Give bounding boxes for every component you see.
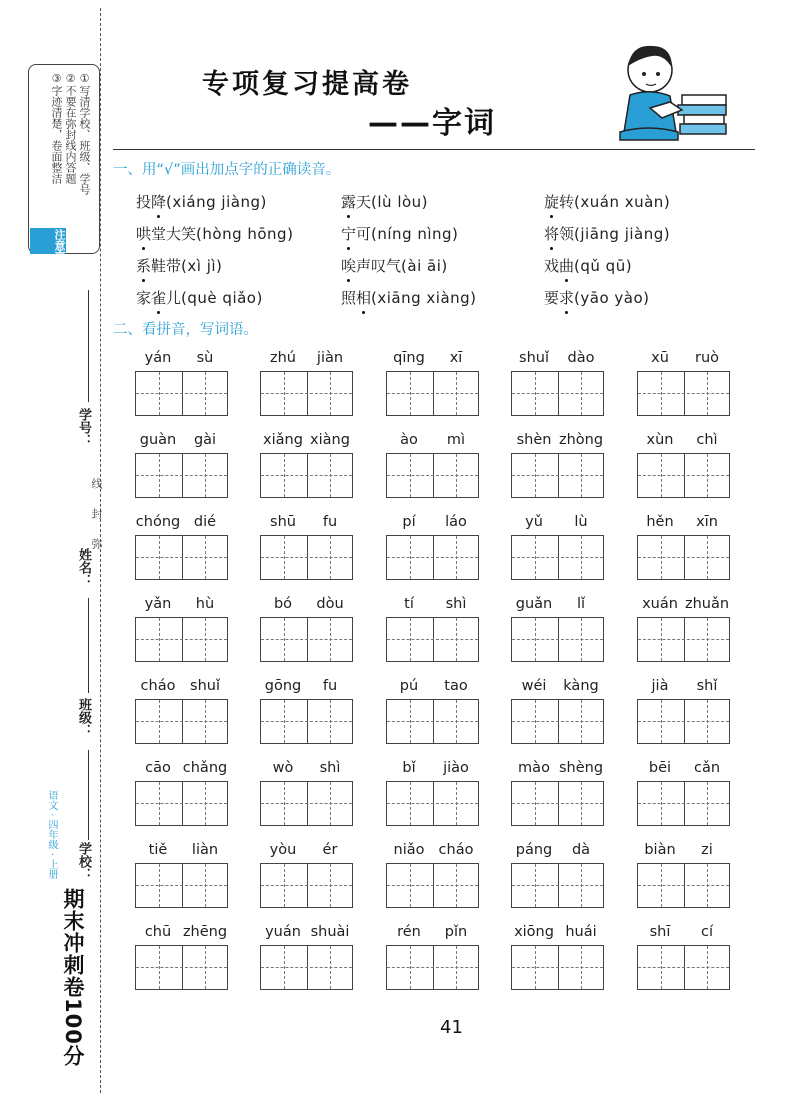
pinyin-syllable: dà <box>571 842 591 858</box>
character-writing-boxes[interactable] <box>511 371 604 416</box>
word-text-post: 转 <box>559 193 575 211</box>
pinyin-syllable: mì <box>446 432 466 448</box>
pinyin-syllable: cháo <box>438 842 474 858</box>
dotted-char: 系 <box>136 257 152 275</box>
pinyin-syllable: xū <box>651 350 669 366</box>
dotted-char: 雀 <box>151 289 167 307</box>
guide-line-horizontal <box>136 803 227 804</box>
pinyin-syllable: guǎn <box>515 596 553 612</box>
character-writing-boxes[interactable] <box>135 617 228 662</box>
pinyin-syllable: fu <box>322 678 338 694</box>
dotted-char: 唉 <box>341 257 357 275</box>
pinyin-label <box>637 924 732 944</box>
reading-item <box>341 191 428 212</box>
pinyin-syllable: shǐ <box>696 678 718 694</box>
pinyin-label <box>511 678 606 698</box>
character-writing-boxes[interactable] <box>511 945 604 990</box>
word-text-post: 领 <box>559 225 575 243</box>
boy-reading-illustration <box>612 40 732 145</box>
pinyin-syllable: ào <box>400 432 418 448</box>
pinyin-syllable: tiě <box>148 842 168 858</box>
pinyin-syllable: dào <box>567 350 595 366</box>
character-writing-boxes[interactable] <box>135 781 228 826</box>
pinyin-label <box>386 924 481 944</box>
character-writing-boxes[interactable] <box>260 863 353 908</box>
reading-item <box>341 255 448 276</box>
reading-item <box>136 223 293 244</box>
word-text-post: 天 <box>356 193 372 211</box>
reading-item <box>544 191 670 212</box>
pinyin-syllable: xī <box>449 350 463 366</box>
guide-line-horizontal <box>136 393 227 394</box>
pinyin-syllable: zhú <box>270 350 296 366</box>
pinyin-syllable: wò <box>272 760 294 776</box>
header-rule <box>113 149 755 150</box>
pinyin-options: (jiāng jiàng) <box>574 225 671 243</box>
page-title: 专项复习提高卷 <box>202 69 412 100</box>
pinyin-syllable: zhuǎn <box>684 596 730 612</box>
pinyin-label <box>260 842 355 862</box>
character-writing-boxes[interactable] <box>637 617 730 662</box>
dotted-char: 相 <box>356 289 372 307</box>
pinyin-syllable: dié <box>193 514 217 530</box>
pinyin-syllable: ér <box>322 842 338 858</box>
character-writing-boxes[interactable] <box>386 371 479 416</box>
pinyin-syllable: xiǎng <box>263 432 303 448</box>
pinyin-syllable: biàn <box>644 842 676 858</box>
reading-item <box>544 223 670 244</box>
pinyin-syllable: yán <box>144 350 172 366</box>
student-no-label: 学号： <box>76 408 91 447</box>
seal-word-line: 线 <box>90 478 103 489</box>
guide-line-horizontal <box>387 885 478 886</box>
class-label: 班级： <box>76 698 91 737</box>
pinyin-syllable: ruò <box>694 350 720 366</box>
pinyin-label <box>260 596 355 616</box>
character-writing-boxes[interactable] <box>637 781 730 826</box>
character-writing-boxes[interactable] <box>135 863 228 908</box>
guide-line-horizontal <box>261 885 352 886</box>
pinyin-syllable: bēi <box>648 760 672 776</box>
character-writing-boxes[interactable] <box>386 863 479 908</box>
guide-line-horizontal <box>261 803 352 804</box>
pinyin-options: (xiáng jiàng) <box>166 193 267 211</box>
guide-line-horizontal <box>638 803 729 804</box>
pinyin-syllable: pǐn <box>444 924 468 940</box>
character-writing-boxes[interactable] <box>637 863 730 908</box>
guide-line-horizontal <box>638 885 729 886</box>
word-text-pre: 投 <box>136 193 152 211</box>
pinyin-syllable: dòu <box>316 596 344 612</box>
pinyin-label <box>135 596 230 616</box>
pinyin-options: (níng nìng) <box>371 225 459 243</box>
pinyin-syllable: yuán <box>265 924 301 940</box>
pinyin-label <box>135 842 230 862</box>
guide-line-horizontal <box>512 803 603 804</box>
dotted-char: 求 <box>559 289 575 307</box>
guide-line-horizontal <box>387 557 478 558</box>
pinyin-options: (qǔ qū) <box>574 257 633 275</box>
word-text-pre: 戏 <box>544 257 560 275</box>
pinyin-syllable: zi <box>701 842 713 858</box>
word-text-post: 鞋带 <box>151 257 182 275</box>
pinyin-syllable: kàng <box>563 678 599 694</box>
character-writing-boxes[interactable] <box>386 945 479 990</box>
pinyin-label <box>511 760 606 780</box>
pinyin-syllable: jiào <box>443 760 469 776</box>
pinyin-syllable: yòu <box>269 842 297 858</box>
pinyin-label <box>511 924 606 944</box>
pinyin-label <box>260 350 355 370</box>
character-writing-boxes[interactable] <box>260 945 353 990</box>
notice-rule-3: ③字迹清楚，卷面整洁 <box>50 72 63 184</box>
character-writing-boxes[interactable] <box>135 945 228 990</box>
pinyin-syllable: shì <box>319 760 341 776</box>
pinyin-syllable: liàn <box>191 842 219 858</box>
pinyin-label <box>260 760 355 780</box>
pinyin-label <box>511 514 606 534</box>
pinyin-syllable: bǐ <box>402 760 416 776</box>
pinyin-syllable: qīng <box>393 350 425 366</box>
pinyin-options: (xì jì) <box>181 257 223 275</box>
pinyin-syllable: hù <box>195 596 215 612</box>
guide-line-horizontal <box>512 557 603 558</box>
dotted-char: 露 <box>341 193 357 211</box>
name-label: 姓名： <box>76 548 91 587</box>
series-label: 语文 · 四年级 · 上册 <box>46 790 57 880</box>
brand-title: 期末冲刺卷100分 <box>61 888 85 1067</box>
guide-line-horizontal <box>512 393 603 394</box>
reading-item <box>341 287 477 308</box>
pinyin-options: (xiāng xiàng) <box>371 289 477 307</box>
character-writing-boxes[interactable] <box>637 699 730 744</box>
guide-line-horizontal <box>387 967 478 968</box>
guide-line-horizontal <box>512 639 603 640</box>
pinyin-syllable: jiàn <box>316 350 344 366</box>
pinyin-options: (què qiǎo) <box>181 289 263 307</box>
pinyin-label <box>386 514 481 534</box>
character-writing-boxes[interactable] <box>386 617 479 662</box>
pinyin-label <box>386 596 481 616</box>
pinyin-syllable: lǐ <box>576 596 586 612</box>
character-writing-boxes[interactable] <box>260 699 353 744</box>
pinyin-label <box>135 514 230 534</box>
pinyin-label <box>386 760 481 780</box>
pinyin-syllable: zhòng <box>558 432 604 448</box>
pinyin-label <box>386 432 481 452</box>
pinyin-syllable: shèng <box>558 760 604 776</box>
pinyin-syllable: lù <box>574 514 588 530</box>
character-writing-boxes[interactable] <box>637 945 730 990</box>
pinyin-syllable: xùn <box>646 432 674 448</box>
character-writing-boxes[interactable] <box>260 617 353 662</box>
pinyin-syllable: xīn <box>696 514 718 530</box>
guide-line-horizontal <box>512 967 603 968</box>
pinyin-syllable: shuǐ <box>519 350 549 366</box>
pinyin-syllable: niǎo <box>393 842 425 858</box>
pinyin-syllable: sù <box>196 350 214 366</box>
pinyin-syllable: jià <box>651 678 669 694</box>
word-text-post: 儿 <box>166 289 182 307</box>
seal-dashed-line <box>100 8 101 1093</box>
pinyin-syllable: mào <box>518 760 550 776</box>
pinyin-label <box>637 350 732 370</box>
notice-title: 注意事项 <box>53 229 66 273</box>
pinyin-syllable: páng <box>515 842 553 858</box>
guide-line-horizontal <box>638 393 729 394</box>
reading-item <box>136 191 267 212</box>
section1-heading: 一、用“√”画出加点字的正确读音。 <box>113 162 341 178</box>
guide-line-horizontal <box>638 475 729 476</box>
pinyin-label <box>637 432 732 452</box>
pinyin-label <box>511 596 606 616</box>
character-writing-boxes[interactable] <box>135 535 228 580</box>
pinyin-label <box>637 596 732 616</box>
guide-line-horizontal <box>387 803 478 804</box>
pinyin-label <box>135 432 230 452</box>
pinyin-syllable: bó <box>273 596 293 612</box>
guide-line-horizontal <box>512 475 603 476</box>
pinyin-label <box>637 514 732 534</box>
word-text-pre: 照 <box>341 289 357 307</box>
guide-line-horizontal <box>261 393 352 394</box>
word-text-post: 堂大笑 <box>151 225 197 243</box>
seal-word-seal: 封 <box>90 508 103 519</box>
character-writing-boxes[interactable] <box>511 453 604 498</box>
dotted-char: 哄 <box>136 225 152 243</box>
reading-item <box>544 255 632 276</box>
word-text-post: 可 <box>356 225 372 243</box>
pinyin-syllable: chǎng <box>182 760 228 776</box>
pinyin-label <box>260 924 355 944</box>
guide-line-horizontal <box>638 639 729 640</box>
guide-line-horizontal <box>261 475 352 476</box>
pinyin-options: (hòng hōng) <box>196 225 294 243</box>
dotted-char: 曲 <box>559 257 575 275</box>
pinyin-syllable: cí <box>700 924 714 940</box>
pinyin-syllable: guàn <box>139 432 177 448</box>
guide-line-horizontal <box>136 557 227 558</box>
pinyin-syllable: shì <box>445 596 467 612</box>
word-text-post: 声叹气 <box>356 257 402 275</box>
guide-line-horizontal <box>512 721 603 722</box>
pinyin-label <box>386 678 481 698</box>
word-text-pre: 家 <box>136 289 152 307</box>
pinyin-label <box>135 924 230 944</box>
pinyin-syllable: gài <box>193 432 217 448</box>
dotted-char: 旋 <box>544 193 560 211</box>
guide-line-horizontal <box>638 721 729 722</box>
reading-item <box>341 223 458 244</box>
school-label: 学校： <box>76 842 91 881</box>
character-writing-boxes[interactable] <box>135 453 228 498</box>
reading-item <box>136 255 222 276</box>
guide-line-horizontal <box>387 475 478 476</box>
pinyin-syllable: yǔ <box>525 514 543 530</box>
character-writing-boxes[interactable] <box>386 535 479 580</box>
pinyin-syllable: xuán <box>642 596 678 612</box>
page-number: 41 <box>440 1017 463 1038</box>
guide-line-horizontal <box>638 557 729 558</box>
character-writing-boxes[interactable] <box>260 453 353 498</box>
pinyin-options: (yāo yào) <box>574 289 650 307</box>
pinyin-syllable: chóng <box>135 514 181 530</box>
dotted-char: 降 <box>151 193 167 211</box>
guide-line-horizontal <box>261 721 352 722</box>
dotted-char: 将 <box>544 225 560 243</box>
guide-line-horizontal <box>136 967 227 968</box>
reading-item <box>544 287 650 308</box>
guide-line-horizontal <box>136 475 227 476</box>
pinyin-syllable: shū <box>270 514 296 530</box>
guide-line-horizontal <box>261 639 352 640</box>
character-writing-boxes[interactable] <box>386 781 479 826</box>
guide-line-horizontal <box>136 721 227 722</box>
character-writing-boxes[interactable] <box>637 453 730 498</box>
pinyin-syllable: tao <box>444 678 468 694</box>
character-writing-boxes[interactable] <box>135 371 228 416</box>
character-writing-boxes[interactable] <box>637 371 730 416</box>
character-writing-boxes[interactable] <box>511 535 604 580</box>
pinyin-syllable: huái <box>565 924 597 940</box>
notice-rule-2: ②不要在弥封线内答题 <box>64 72 77 184</box>
character-writing-boxes[interactable] <box>511 699 604 744</box>
pinyin-label <box>511 432 606 452</box>
guide-line-horizontal <box>512 885 603 886</box>
pinyin-label <box>637 842 732 862</box>
section2-heading: 二、看拼音，写词语。 <box>113 322 258 338</box>
notice-rule-1: ①写清学校、班级、学号 <box>78 72 91 195</box>
pinyin-label <box>135 350 230 370</box>
guide-line-horizontal <box>387 721 478 722</box>
character-writing-boxes[interactable] <box>135 699 228 744</box>
character-writing-boxes[interactable] <box>386 699 479 744</box>
pinyin-syllable: xiàng <box>310 432 350 448</box>
class-line <box>88 750 89 840</box>
pinyin-syllable: cǎn <box>693 760 721 776</box>
pinyin-label <box>260 678 355 698</box>
pinyin-syllable: rén <box>397 924 421 940</box>
guide-line-horizontal <box>638 967 729 968</box>
pinyin-syllable: shèn <box>516 432 552 448</box>
dotted-char: 宁 <box>341 225 357 243</box>
pinyin-syllable: wéi <box>521 678 547 694</box>
pinyin-label <box>135 678 230 698</box>
student-no-line <box>88 290 89 402</box>
pinyin-syllable: chū <box>144 924 172 940</box>
pinyin-label <box>637 760 732 780</box>
seal-word-mi: 弥 <box>90 538 103 549</box>
pinyin-label <box>511 842 606 862</box>
character-writing-boxes[interactable] <box>511 863 604 908</box>
reading-item <box>136 287 263 308</box>
pinyin-syllable: fu <box>322 514 338 530</box>
character-writing-boxes[interactable] <box>260 781 353 826</box>
pinyin-syllable: cāo <box>145 760 171 776</box>
character-writing-boxes[interactable] <box>511 781 604 826</box>
page-subtitle: ——字词 <box>368 106 496 141</box>
pinyin-options: (ài āi) <box>401 257 448 275</box>
pinyin-syllable: láo <box>445 514 467 530</box>
pinyin-syllable: yǎn <box>144 596 172 612</box>
pinyin-options: (lù lòu) <box>371 193 429 211</box>
character-writing-boxes[interactable] <box>260 535 353 580</box>
guide-line-horizontal <box>261 557 352 558</box>
guide-line-horizontal <box>136 885 227 886</box>
pinyin-syllable: shuǐ <box>190 678 220 694</box>
guide-line-horizontal <box>136 639 227 640</box>
character-writing-boxes[interactable] <box>511 617 604 662</box>
character-writing-boxes[interactable] <box>386 453 479 498</box>
pinyin-label <box>511 350 606 370</box>
pinyin-label <box>386 350 481 370</box>
pinyin-syllable: shuài <box>310 924 350 940</box>
name-line <box>88 598 89 693</box>
pinyin-label <box>135 760 230 780</box>
guide-line-horizontal <box>387 639 478 640</box>
pinyin-syllable: chì <box>696 432 718 448</box>
pinyin-label <box>386 842 481 862</box>
guide-line-horizontal <box>261 967 352 968</box>
word-text-pre: 要 <box>544 289 560 307</box>
pinyin-syllable: pú <box>399 678 419 694</box>
pinyin-syllable: tí <box>404 596 414 612</box>
pinyin-syllable: hěn <box>646 514 674 530</box>
pinyin-syllable: cháo <box>140 678 176 694</box>
pinyin-label <box>260 514 355 534</box>
pinyin-label <box>637 678 732 698</box>
guide-line-horizontal <box>387 393 478 394</box>
character-writing-boxes[interactable] <box>637 535 730 580</box>
pinyin-syllable: xiōng <box>514 924 554 940</box>
pinyin-options: (xuán xuàn) <box>574 193 671 211</box>
character-writing-boxes[interactable] <box>260 371 353 416</box>
pinyin-syllable: zhēng <box>182 924 228 940</box>
pinyin-label <box>260 432 355 452</box>
pinyin-syllable: pí <box>402 514 416 530</box>
pinyin-syllable: gōng <box>264 678 302 694</box>
pinyin-syllable: shī <box>649 924 671 940</box>
